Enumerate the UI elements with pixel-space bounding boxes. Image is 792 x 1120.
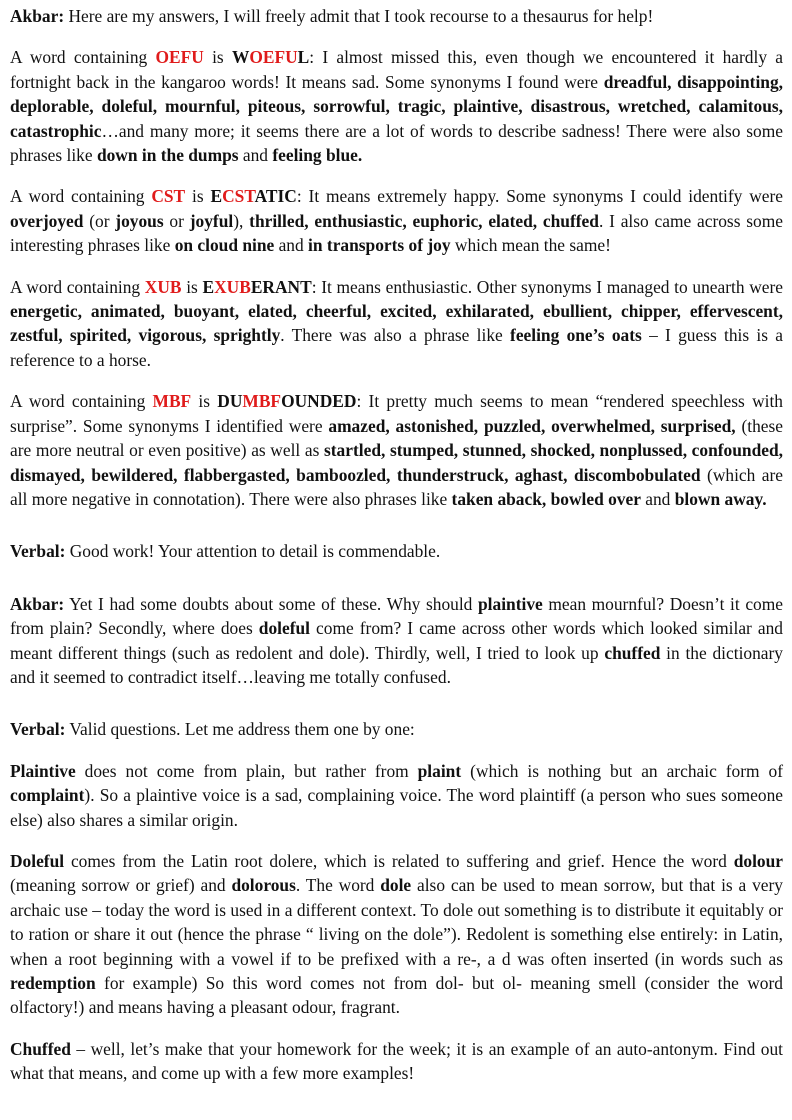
synonym: joyful	[189, 210, 234, 231]
keyword: dole	[380, 875, 412, 896]
keyword: redemption	[10, 973, 96, 993]
synonym-list: energetic, animated, buoyant, elated, cheerful, excited, exhilarated, ebullient, chipper, effervescent, zestful, spirited, vigorous, sprightly	[10, 301, 783, 346]
text-run: come from? I came across other words which looked similar and meant different things (such as redolent and dole). Thirdly, well, I tried to look up	[10, 618, 783, 663]
text-run: A word containing	[10, 47, 156, 68]
highlight-letters: MBF	[242, 391, 282, 412]
text-run: and	[238, 145, 273, 166]
text-run: mean mournful? Doesn’t it come from plain? Secondly, where does	[10, 593, 783, 639]
phrase: feeling blue.	[272, 145, 363, 166]
text-run: Good work! Your attention to detail is commendable.	[65, 541, 441, 562]
paragraph-verbal-praise	[10, 539, 783, 563]
paragraph-plaintive	[10, 759, 783, 832]
paragraph-oefu	[10, 45, 783, 167]
text-run: (which are all more negative in connotation). There were also phrases like	[10, 464, 783, 509]
text-run: (meaning sorrow or grief) and	[10, 875, 232, 896]
text-run: : I almost missed this, even though we encountered it hardly a fortnight back in the kangaroo words! It means sad. Some synonyms I found were	[10, 47, 783, 92]
phrase: feeling one’s oats	[510, 325, 642, 346]
highlight-letters: CST	[222, 186, 255, 207]
text-run: comes from the Latin root dolere, which is related to suffering and grief. Hence the word	[64, 850, 734, 871]
text-run: . There was also a phrase like	[280, 325, 511, 346]
keyword: dolorous	[231, 875, 296, 896]
text-run: . I also came across some interesting phrases like	[10, 210, 783, 256]
answer-word-part: W	[231, 47, 250, 68]
paragraph-chuffed	[10, 1037, 783, 1086]
highlight-letters: XUB	[214, 276, 251, 297]
answer-word-part: ERANT	[250, 276, 312, 297]
text-run: and	[640, 488, 675, 509]
phrase: blown away.	[674, 488, 767, 509]
speaker-label: Akbar:	[10, 6, 65, 26]
answer-word-part: OUNDED	[281, 391, 357, 412]
paragraph-cst	[10, 184, 783, 257]
speaker-label: Verbal:	[10, 719, 66, 740]
highlight-letters: OEFU	[249, 47, 298, 68]
keyword: Chuffed	[10, 1038, 71, 1059]
speaker-label: Verbal:	[10, 541, 66, 562]
text-run: ). So a plaintive voice is a sad, complaining voice. The word plaintiff (a person who sues someone else) also shares a similar origin.	[10, 785, 783, 830]
text-run: is	[191, 391, 218, 412]
synonym: overjoyed	[10, 210, 84, 231]
text-run: and	[274, 235, 309, 256]
synonym-list: thrilled, enthusiastic, euphoric, elated, chuffed	[249, 210, 599, 231]
paragraph-mbf	[10, 389, 783, 511]
text-run: (or	[83, 210, 116, 231]
paragraph-akbar-intro	[10, 4, 783, 28]
text-run: for example) So this word comes not from dol- but ol- meaning smell (consider the word olfactory!) and means having a pleasant odour, fragrant.	[10, 973, 783, 1018]
text-run: A word containing	[10, 186, 152, 207]
highlight-letters: OEFU	[155, 47, 204, 68]
phrase: down in the dumps	[96, 145, 239, 166]
text-run: A word containing	[10, 276, 145, 297]
keyword: dolour	[733, 850, 783, 871]
phrase: in transports of joy	[308, 235, 451, 256]
text-run: : It means extremely happy. Some synonyms I could identify were	[296, 186, 783, 207]
synonym-list: dreadful, disappointing, deplorable, doleful, mournful, piteous, sorrowful, tragic, plaintive, disastrous, wretched, calamitous, catastrophic	[10, 71, 784, 141]
highlight-letters: CST	[151, 186, 186, 207]
answer-word-part: E	[202, 276, 215, 297]
keyword: complaint	[10, 785, 85, 806]
keyword: plaintive	[478, 593, 543, 614]
text-run: is	[203, 47, 232, 68]
paragraph-xub	[10, 275, 783, 373]
answer-word-part: L	[297, 47, 310, 68]
text-run: – I guess this is a reference to a horse.	[10, 325, 784, 370]
text-run: : It means enthusiastic. Other synonyms I managed to unearth were	[311, 276, 784, 297]
speaker-label: Akbar:	[10, 593, 65, 614]
keyword: doleful	[258, 618, 310, 639]
synonym: joyous	[115, 210, 164, 231]
synonym-list: amazed, astonished, puzzled, overwhelmed, surprised,	[328, 415, 736, 436]
paragraph-akbar-doubts	[10, 592, 783, 690]
highlight-letters: MBF	[152, 391, 192, 412]
text-run: also can be used to mean sorrow, but that is a very archaic use – today the word is used in a different context. To dole out something is to distribute it equitably or to ration or share it out (hence the phrase “ living on the dole”). Redolent is something else entirely: in Latin, when a root beginning with a vowel if to be prefixed with a re-, a d was often inserted (in words such as	[10, 875, 783, 969]
answer-word-part: DU	[217, 391, 243, 412]
document-page	[10, 4, 783, 1086]
paragraph-doleful	[10, 849, 783, 1020]
phrase: taken aback, bowled over	[451, 488, 641, 509]
text-run: in the dictionary and it seemed to contradict itself…leaving me totally confused.	[10, 642, 783, 687]
text-run: Yet I had some doubts about some of these. Why should	[64, 593, 478, 614]
text-run: ),	[233, 210, 250, 231]
answer-word-part: E	[210, 186, 223, 207]
highlight-letters: XUB	[144, 276, 182, 297]
text-run: or	[163, 210, 190, 231]
text-run: is	[181, 276, 203, 297]
text-run: – well, let’s make that your homework for the week; it is an example of an auto-antonym. Find out what that means, and come up with a few more examples!	[10, 1038, 783, 1084]
text-run: …and many more; it seems there are a lot of words to describe sadness! There were also some phrases like	[10, 120, 783, 166]
text-run: (these are more neutral or even positive) as well as	[10, 415, 783, 461]
text-run: . The word	[295, 875, 381, 896]
keyword: plaint	[417, 760, 462, 781]
text-run: is	[185, 186, 211, 207]
text-run: Valid questions. Let me address them one by one:	[65, 719, 415, 740]
text-run: : It pretty much seems to mean “rendered speechless with surprise”. Some synonyms I identified were	[10, 391, 783, 436]
text-run: Here are my answers, I will freely admit that I took recourse to a thesaurus for help!	[64, 6, 654, 26]
phrase: on cloud nine	[174, 235, 275, 256]
answer-word-part: ATIC	[254, 186, 297, 207]
paragraph-verbal-reply	[10, 717, 783, 741]
text-run: (which is nothing but an archaic form of	[461, 760, 784, 781]
synonym-list: startled, stumped, stunned, shocked, nonplussed, confounded, dismayed, bewildered, flabbergasted, bamboozled, thunderstruck, aghast, discombobulated	[10, 440, 783, 485]
text-run: A word containing	[10, 391, 153, 412]
text-run: does not come from plain, but rather from	[75, 760, 418, 781]
keyword: Doleful	[10, 850, 65, 871]
keyword: chuffed	[604, 642, 661, 663]
keyword: Plaintive	[10, 760, 76, 781]
text-run: which mean the same!	[450, 235, 611, 256]
